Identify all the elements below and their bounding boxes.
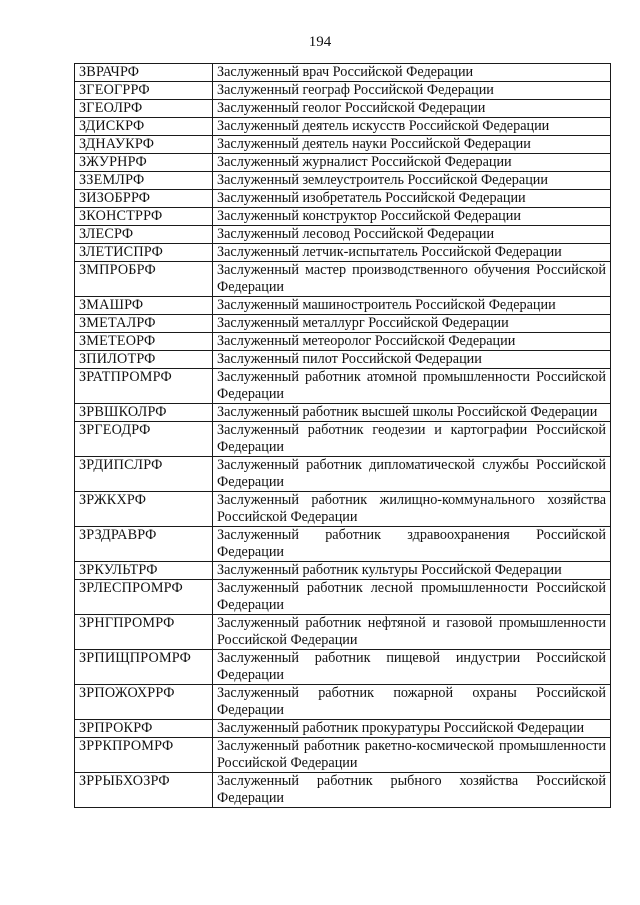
awards-code-table [74,63,611,808]
title-cell: Заслуженный работник культуры Российской Федерации [213,562,611,580]
table-row [75,208,611,226]
code-cell: ЗМПРОБРФ [75,262,213,297]
code-cell: ЗРРЫБХОЗРФ [75,773,213,808]
code-cell: ЗЖУРНРФ [75,154,213,172]
table-row [75,457,611,492]
code-cell: ЗРЖКХРФ [75,492,213,527]
page-number: 194 [308,34,332,50]
code-cell: ЗРПОЖОХРРФ [75,685,213,720]
code-cell: ЗРПРОКРФ [75,720,213,738]
table-row [75,527,611,562]
title-cell: Заслуженный лесовод Российской Федерации [213,226,611,244]
title-cell: Заслуженный работник геодезии и картографии Российской Федерации [213,422,611,457]
title-cell: Заслуженный работник лесной промышленности Российской Федерации [213,580,611,615]
table-row [75,82,611,100]
code-cell: ЗМЕТАЛРФ [75,315,213,333]
title-cell: Заслуженный пилот Российской Федерации [213,351,611,369]
code-cell: ЗЛЕСРФ [75,226,213,244]
title-cell: Заслуженный метеоролог Российской Федерации [213,333,611,351]
table-row [75,738,611,773]
code-cell: ЗИЗОБРРФ [75,190,213,208]
code-cell: ЗРРКПРОМРФ [75,738,213,773]
table-row [75,118,611,136]
title-cell: Заслуженный деятель искусств Российской Федерации [213,118,611,136]
code-cell: ЗКОНСТРРФ [75,208,213,226]
code-cell: ЗДНАУКРФ [75,136,213,154]
title-cell: Заслуженный работник атомной промышленности Российской Федерации [213,369,611,404]
title-cell: Заслуженный деятель науки Российской Федерации [213,136,611,154]
code-cell: ЗРНГПРОМРФ [75,615,213,650]
code-cell: ЗЛЕТИСПРФ [75,244,213,262]
table-row [75,685,611,720]
code-cell: ЗДИСКРФ [75,118,213,136]
code-cell: ЗПИЛОТРФ [75,351,213,369]
table-row [75,100,611,118]
table-row [75,351,611,369]
table-row [75,422,611,457]
code-cell: ЗМЕТЕОРФ [75,333,213,351]
table-row [75,562,611,580]
code-cell: ЗРВШКОЛРФ [75,404,213,422]
title-cell: Заслуженный изобретатель Российской Федерации [213,190,611,208]
title-cell: Заслуженный работник пожарной охраны Российской Федерации [213,685,611,720]
title-cell: Заслуженный работник здравоохранения Российской Федерации [213,527,611,562]
code-cell: ЗРПИЩПРОМРФ [75,650,213,685]
table-row [75,404,611,422]
title-cell: Заслуженный работник рыбного хозяйства Российской Федерации [213,773,611,808]
table-row [75,773,611,808]
title-cell: Заслуженный журналист Российской Федерации [213,154,611,172]
title-cell: Заслуженный работник высшей школы Российской Федерации [213,404,611,422]
title-cell: Заслуженный работник жилищно-коммунального хозяйства Российской Федерации [213,492,611,527]
table-row [75,492,611,527]
title-cell: Заслуженный мастер производственного обучения Российской Федерации [213,262,611,297]
title-cell: Заслуженный конструктор Российской Федерации [213,208,611,226]
title-cell: Заслуженный работник прокуратуры Российской Федерации [213,720,611,738]
table-row [75,64,611,82]
title-cell: Заслуженный летчик-испытатель Российской Федерации [213,244,611,262]
table-row [75,315,611,333]
title-cell: Заслуженный геолог Российской Федерации [213,100,611,118]
table-row [75,369,611,404]
code-cell: ЗРГЕОДРФ [75,422,213,457]
table-row [75,580,611,615]
table-row [75,615,611,650]
table-row [75,154,611,172]
code-cell: ЗЗЕМЛРФ [75,172,213,190]
title-cell: Заслуженный металлург Российской Федерации [213,315,611,333]
code-cell: ЗРЛЕСПРОМРФ [75,580,213,615]
code-cell: ЗРКУЛЬТРФ [75,562,213,580]
title-cell: Заслуженный работник дипломатической службы Российской Федерации [213,457,611,492]
code-cell: ЗГЕОГРРФ [75,82,213,100]
title-cell: Заслуженный землеустроитель Российской Федерации [213,172,611,190]
title-cell: Заслуженный машиностроитель Российской Федерации [213,297,611,315]
title-cell: Заслуженный работник ракетно-космической промышленности Российской Федерации [213,738,611,773]
title-cell: Заслуженный работник пищевой индустрии Российской Федерации [213,650,611,685]
code-cell: ЗМАШРФ [75,297,213,315]
table-row [75,172,611,190]
table-row [75,226,611,244]
code-cell: ЗВРАЧРФ [75,64,213,82]
title-cell: Заслуженный работник нефтяной и газовой промышленности Российской Федерации [213,615,611,650]
table-row [75,333,611,351]
table-row [75,190,611,208]
table-row [75,650,611,685]
title-cell: Заслуженный врач Российской Федерации [213,64,611,82]
code-cell: ЗРАТПРОМРФ [75,369,213,404]
table-row [75,136,611,154]
table-row [75,297,611,315]
code-cell: ЗГЕОЛРФ [75,100,213,118]
table-row [75,720,611,738]
code-cell: ЗРЗДРАВРФ [75,527,213,562]
table-row [75,244,611,262]
table-row [75,262,611,297]
code-cell: ЗРДИПСЛРФ [75,457,213,492]
title-cell: Заслуженный географ Российской Федерации [213,82,611,100]
